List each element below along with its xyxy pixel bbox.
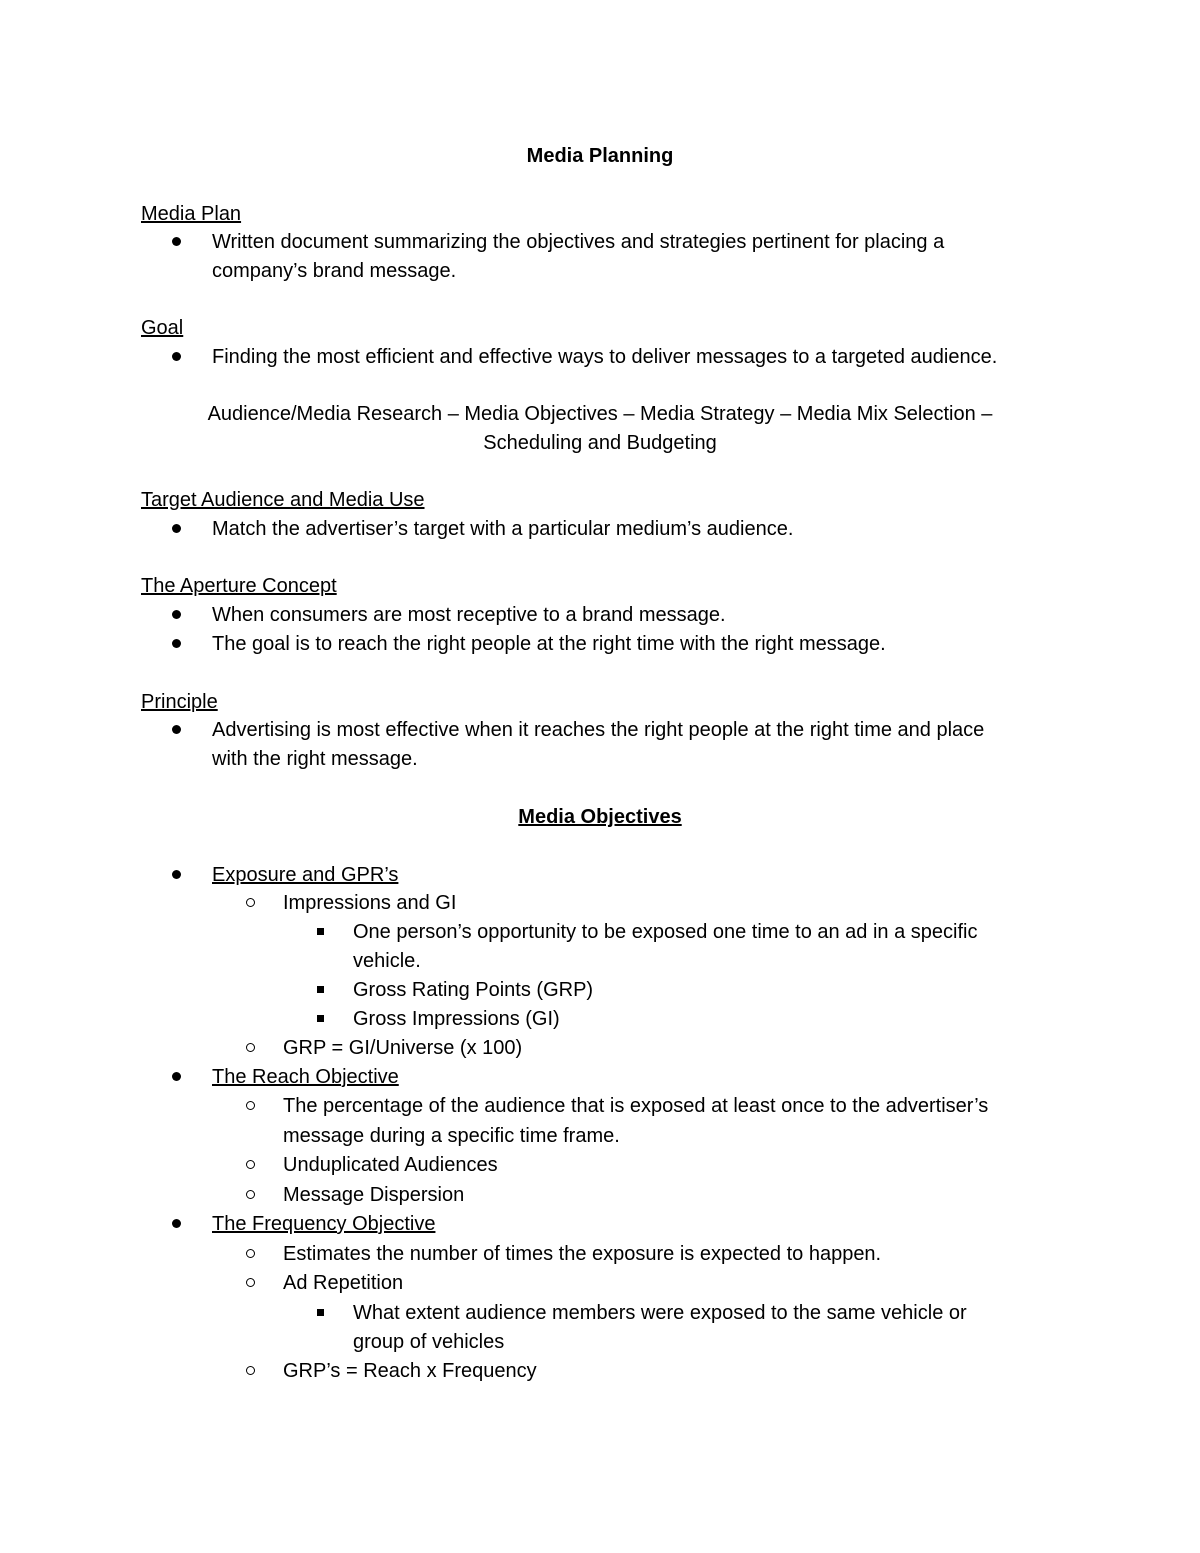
bullet-icon (172, 1210, 181, 1239)
impressions-sub3: Gross Impressions (GI) (353, 1008, 560, 1030)
impressions-label: Impressions and GI (283, 892, 457, 914)
bullet-icon (172, 343, 181, 372)
section-heading-principle: Principle (141, 691, 218, 713)
bullet-icon (172, 515, 181, 544)
circle-bullet-icon (246, 1240, 255, 1269)
reach-sub1-line2: message during a specific time frame. (283, 1125, 620, 1147)
principle-text-line2: with the right message. (212, 748, 418, 770)
impressions-sub1-line1: One person’s opportunity to be exposed one time to an ad in a specific (353, 921, 978, 943)
frequency-sub2-detail-line2: group of vehicles (353, 1331, 505, 1353)
circle-bullet-icon (246, 1092, 255, 1121)
section-heading-goal: Goal (141, 317, 184, 339)
aperture-text-2: The goal is to reach the right people at the right time with the right message. (212, 633, 886, 655)
square-bullet-icon (317, 1005, 324, 1034)
media-plan-text-line2: company’s brand message. (212, 260, 457, 282)
impressions-sub1-line2: vehicle. (353, 950, 421, 972)
reach-sub3: Message Dispersion (283, 1184, 465, 1206)
square-bullet-icon (317, 918, 324, 947)
impressions-sub2: Gross Rating Points (GRP) (353, 979, 594, 1001)
target-audience-text: Match the advertiser’s target with a particular medium’s audience. (212, 518, 794, 540)
section-heading-media-objectives: Media Objectives (518, 806, 682, 828)
bullet-icon (172, 601, 181, 630)
frequency-sub2-detail-line1: What extent audience members were exposed to the same vehicle or (353, 1302, 967, 1324)
media-plan-text-line1: Written document summarizing the objectives and strategies pertinent for placing a (212, 231, 945, 253)
page-title: Media Planning (526, 145, 674, 167)
circle-bullet-icon (246, 1151, 255, 1180)
circle-bullet-icon (246, 1269, 255, 1298)
aperture-text-1: When consumers are most receptive to a brand message. (212, 604, 726, 626)
goal-text: Finding the most efficient and effective ways to deliver messages to a targeted audience. (212, 346, 998, 368)
grp-formula: GRP = GI/Universe (x 100) (283, 1037, 523, 1059)
bullet-icon (172, 1063, 181, 1092)
process-line-2: Scheduling and Budgeting (483, 432, 717, 454)
section-heading-aperture: The Aperture Concept (141, 575, 337, 597)
frequency-sub1: Estimates the number of times the exposure is expected to happen. (283, 1243, 882, 1265)
principle-text-line1: Advertising is most effective when it reaches the right people at the right time and place (212, 719, 985, 741)
circle-bullet-icon (246, 1357, 255, 1386)
reach-label: The Reach Objective (212, 1066, 399, 1088)
bullet-icon (172, 716, 181, 745)
frequency-sub2: Ad Repetition (283, 1272, 404, 1294)
exposure-label: Exposure and GPR’s (212, 864, 399, 886)
circle-bullet-icon (246, 1181, 255, 1210)
section-heading-target-audience: Target Audience and Media Use (141, 489, 425, 511)
circle-bullet-icon (246, 889, 255, 918)
square-bullet-icon (317, 976, 324, 1005)
reach-sub1-line1: The percentage of the audience that is exposed at least once to the advertiser’s (283, 1095, 989, 1117)
bullet-icon (172, 630, 181, 659)
circle-bullet-icon (246, 1034, 255, 1063)
frequency-label: The Frequency Objective (212, 1213, 436, 1235)
bullet-icon (172, 861, 181, 890)
section-heading-media-plan: Media Plan (141, 203, 242, 225)
bullet-icon (172, 228, 181, 257)
process-line-1: Audience/Media Research – Media Objectives – Media Strategy – Media Mix Selection – (207, 403, 993, 425)
reach-sub2: Unduplicated Audiences (283, 1154, 498, 1176)
square-bullet-icon (317, 1299, 324, 1328)
frequency-sub3: GRP’s = Reach x Frequency (283, 1360, 537, 1382)
